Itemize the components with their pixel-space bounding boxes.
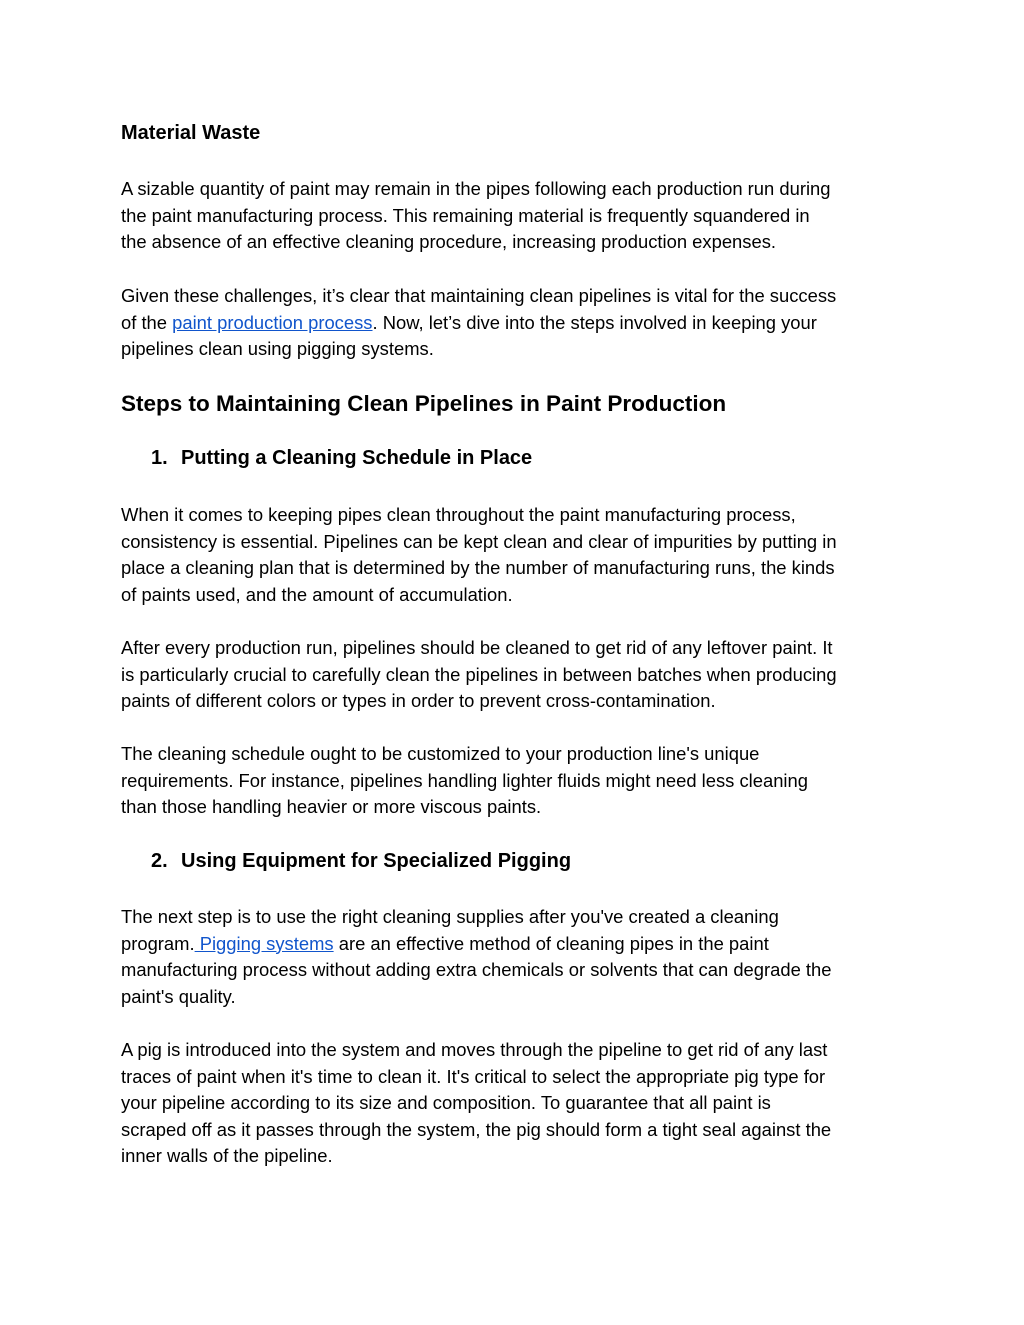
text-fragment: . Now, let’s dive into the steps involved in keeping your (372, 311, 817, 333)
text-line: consistency is essential. Pipelines can be kept clean and clear of impurities by putting in (121, 530, 837, 552)
text-line: traces of paint when it's time to clean it. It's critical to select the appropriate pig type for (121, 1065, 826, 1087)
text-fragment: are an effective method of cleaning pipes in the paint (333, 932, 769, 954)
text-line: the absence of an effective cleaning procedure, increasing production expenses. (121, 231, 777, 253)
step-1-paragraph-2 (121, 635, 911, 715)
text-line: the paint manufacturing process. This remaining material is frequently squandered in (121, 204, 810, 226)
text-line: scraped off as it passes through the system, the pig should form a tight seal against the (121, 1118, 832, 1140)
text-line: of paints used, and the amount of accumulation. (121, 583, 513, 605)
text-line: than those handling heavier or more viscous paints. (121, 796, 542, 818)
step-number: 2. (151, 850, 168, 872)
text-line: place a cleaning plan that is determined by the number of manufacturing runs, the kinds (121, 557, 835, 579)
text-fragment: of the (121, 311, 173, 333)
text-line: manufacturing process without adding extra chemicals or solvents that can degrade the (121, 959, 832, 981)
text-line: A pig is introduced into the system and moves through the pipeline to get rid of any last (121, 1039, 828, 1060)
step-title: Using Equipment for Specialized Pigging (181, 850, 572, 872)
step-number: 1. (151, 447, 168, 469)
text-line: inner walls of the pipeline. (121, 1145, 333, 1167)
text-line: pipelines clean using pigging systems. (121, 338, 434, 360)
text-line: requirements. For instance, pipelines handling lighter fluids might need less cleaning (121, 769, 808, 791)
text-line: Given these challenges, it’s clear that maintaining clean pipelines is vital for the success (121, 285, 837, 306)
text-line: A sizable quantity of paint may remain in the pipes following each production run during (121, 178, 831, 199)
step-1-heading (151, 446, 532, 470)
pigging-systems-link[interactable]: Pigging systems (194, 932, 334, 954)
text-line (121, 931, 911, 958)
text-line: paints of different colors or types in order to prevent cross-contamination. (121, 690, 716, 712)
step-title: Putting a Cleaning Schedule in Place (181, 447, 533, 469)
material-waste-paragraph-1 (121, 176, 911, 256)
paint-production-process-link[interactable]: paint production process (172, 311, 373, 333)
text-line: is particularly crucial to carefully clean the pipelines in between batches when producing (121, 663, 837, 685)
steps-section-heading: Steps to Maintaining Clean Pipelines in Paint Production (121, 391, 727, 416)
step-2-heading (151, 849, 571, 873)
text-line: After every production run, pipelines should be cleaned to get rid of any leftover paint. It (121, 637, 833, 658)
material-waste-paragraph-2 (121, 283, 911, 363)
text-line: When it comes to keeping pipes clean throughout the paint manufacturing process, (121, 504, 796, 525)
text-line: The cleaning schedule ought to be customized to your production line's unique (121, 743, 760, 764)
text-fragment: program. (121, 932, 195, 954)
text-line: The next step is to use the right cleaning supplies after you've created a cleaning (121, 906, 779, 927)
text-line: your pipeline according to its size and composition. To guarantee that all paint is (121, 1092, 771, 1114)
step-1-paragraph-3 (121, 741, 911, 821)
step-2-paragraph-1 (121, 904, 911, 1010)
text-line (121, 310, 911, 337)
text-line: paint's quality. (121, 985, 236, 1007)
material-waste-heading: Material Waste (121, 122, 261, 144)
step-2-paragraph-2 (121, 1037, 911, 1170)
step-1-paragraph-1 (121, 502, 911, 608)
